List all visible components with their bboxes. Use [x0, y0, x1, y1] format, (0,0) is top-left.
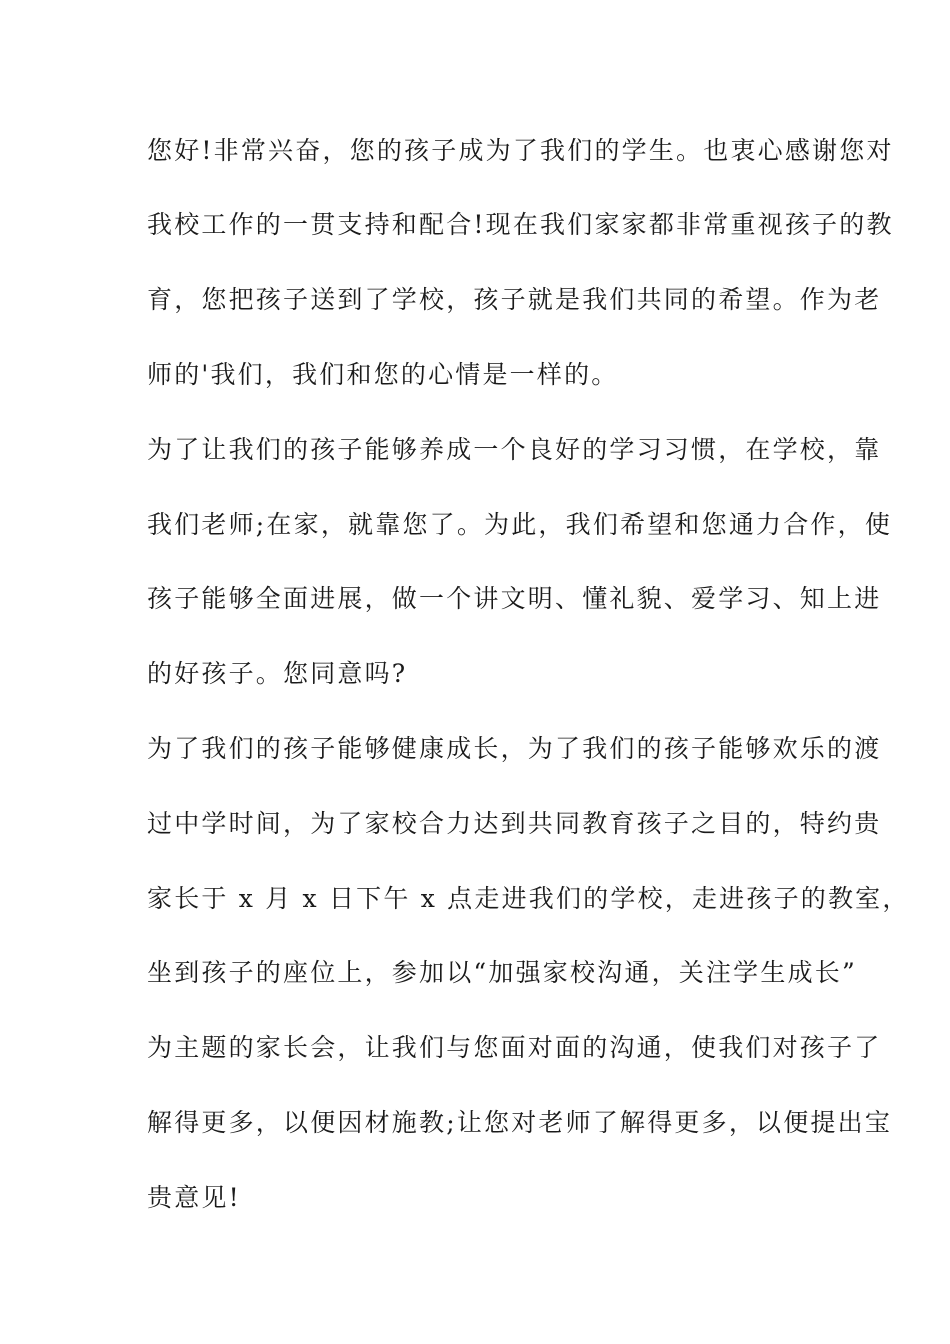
text-line: 坐到孩子的座位上，参加以“加强家校沟通，关注学生成长” — [147, 958, 857, 987]
text-line: 为了让我们的孩子能够养成一个良好的学习习惯，在学校，靠 — [147, 435, 882, 464]
text-line: 育，您把孩子送到了学校，孩子就是我们共同的希望。作为老 — [147, 285, 882, 314]
text-line: 您好!非常兴奋，您的孩子成为了我们的学生。也衷心感谢您对 — [147, 136, 894, 165]
text-line: 过中学时间，为了家校合力达到共同教育孩子之目的，特约贵 — [147, 809, 882, 838]
text-line: 孩子能够全面进展，做一个讲文明、懂礼貌、爱学习、知上进 — [147, 584, 882, 613]
text-line: 我们老师;在家，就靠您了。为此，我们希望和您通力合作，使 — [147, 510, 893, 539]
text-line: 家长于 x 月 x 日下午 x 点走进我们的学校，走进孩子的教室， — [147, 884, 910, 913]
text-line: 解得更多，以便因材施教;让您对老师了解得更多，以便提出宝 — [147, 1108, 893, 1137]
text-line: 为了我们的孩子能够健康成长，为了我们的孩子能够欢乐的渡 — [147, 734, 882, 763]
text-line: 为主题的家长会，让我们与您面对面的沟通，使我们对孩子了 — [147, 1033, 882, 1062]
text-line: 贵意见! — [147, 1183, 241, 1212]
text-line: 我校工作的一贯支持和配合!现在我们家家都非常重视孩子的教 — [147, 210, 894, 239]
text-line: 的好孩子。您同意吗? — [147, 659, 408, 688]
text-line: 师的'我们，我们和您的心情是一样的。 — [147, 360, 619, 389]
